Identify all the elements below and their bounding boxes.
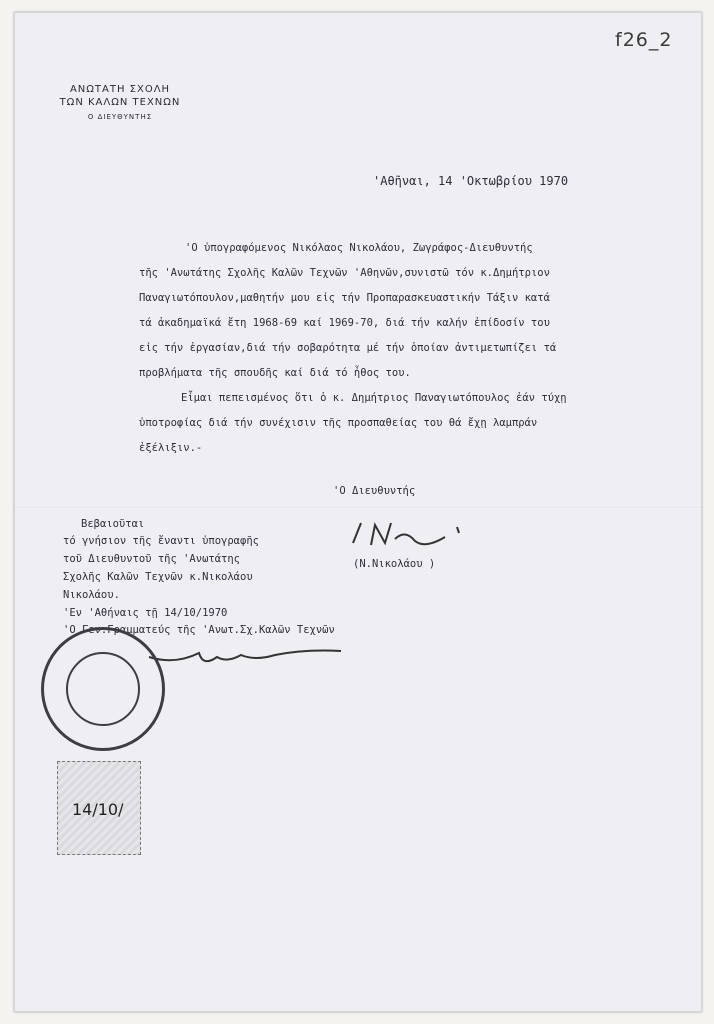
certification-line: τό γνήσιον τῆς ἔναντι ὑπογραφῆς [63,535,259,547]
letterhead [55,83,185,121]
body-line: Παναγιωτόπουλον,μαθητήν μου εἰς τήν Προπαρασκευαστικήν Τάξιν κατά [139,292,550,304]
letterhead-line-3: Ο ΔΙΕΥΘΥΝΤΗΣ [87,113,153,121]
stamp-date: 14/10/ [72,800,124,819]
body-line: τῆς 'Ανωτάτης Σχολῆς Καλῶν Τεχνῶν 'Αθηνῶν,συνιστῶ τόν κ.Δημήτριον [139,267,550,279]
closing-title: 'Ο Διευθυντής [333,485,416,497]
paper-fold [15,507,701,509]
certification-line: Βεβαιοῦται [81,518,145,530]
archive-note: f26_2 [615,29,673,51]
revenue-stamp [57,761,141,855]
letterhead-line-2: ΤΩΝ ΚΑΛΩΝ ΤΕΧΝΩΝ [59,97,181,108]
letter-date: 'Αθῆναι, 14 'Οκτωβρίου 1970 [373,174,569,188]
body-line: Εἶμαι πεπεισμένος ὅτι ὁ κ. Δημήτριος Παναγιωτόπουλος ἐάν τύχῃ [181,392,567,404]
secretary-signature [145,633,355,673]
body-line: ὑποτροφίας διά τήν συνέχισιν τῆς προσπαθείας του θά ἔχῃ λαμπράν [139,417,538,429]
certification-line: τοῦ Διευθυντοῦ τῆς 'Ανωτάτης [63,553,241,565]
signatory-name: (Ν.Νικολάου ) [353,558,436,570]
body-line: τά ἀκαδημαϊκά ἔτη 1968-69 καί 1969-70, διά τήν καλήν ἐπίδοσίν του [139,317,550,329]
body-line: εἰς τήν ἐργασίαν,διά τήν σοβαρότητα μέ τήν ὁποίαν ἀντιμετωπίζει τά [139,342,557,354]
certification-line: Σχολῆς Καλῶν Τεχνῶν κ.Νικολάου [63,571,253,583]
body-line: ἐξέλιξιν.- [139,442,203,454]
official-seal [41,627,165,751]
director-signature [345,513,475,553]
body-line: προβλήματα τῆς σπουδῆς καί διά τό ἦθος του. [139,367,411,379]
seal-emblem [66,652,140,726]
document-sheet [14,12,702,1012]
certification-line: Νικολάου. [63,589,120,601]
certification-line: 'Εν 'Αθήναις τῇ 14/10/1970 [63,607,228,619]
letterhead-line-1: ΑΝΩΤΑΤΗ ΣΧΟΛΗ [69,84,171,95]
certification-line: 'Ο Γεν.Γραμματεύς τῆς 'Ανωτ.Σχ.Καλῶν Τεχνῶν [63,624,335,636]
body-line: 'Ο ὑπογραφόμενος Νικόλαος Νικολάου, Ζωγράφος-Διευθυντής [185,242,533,254]
